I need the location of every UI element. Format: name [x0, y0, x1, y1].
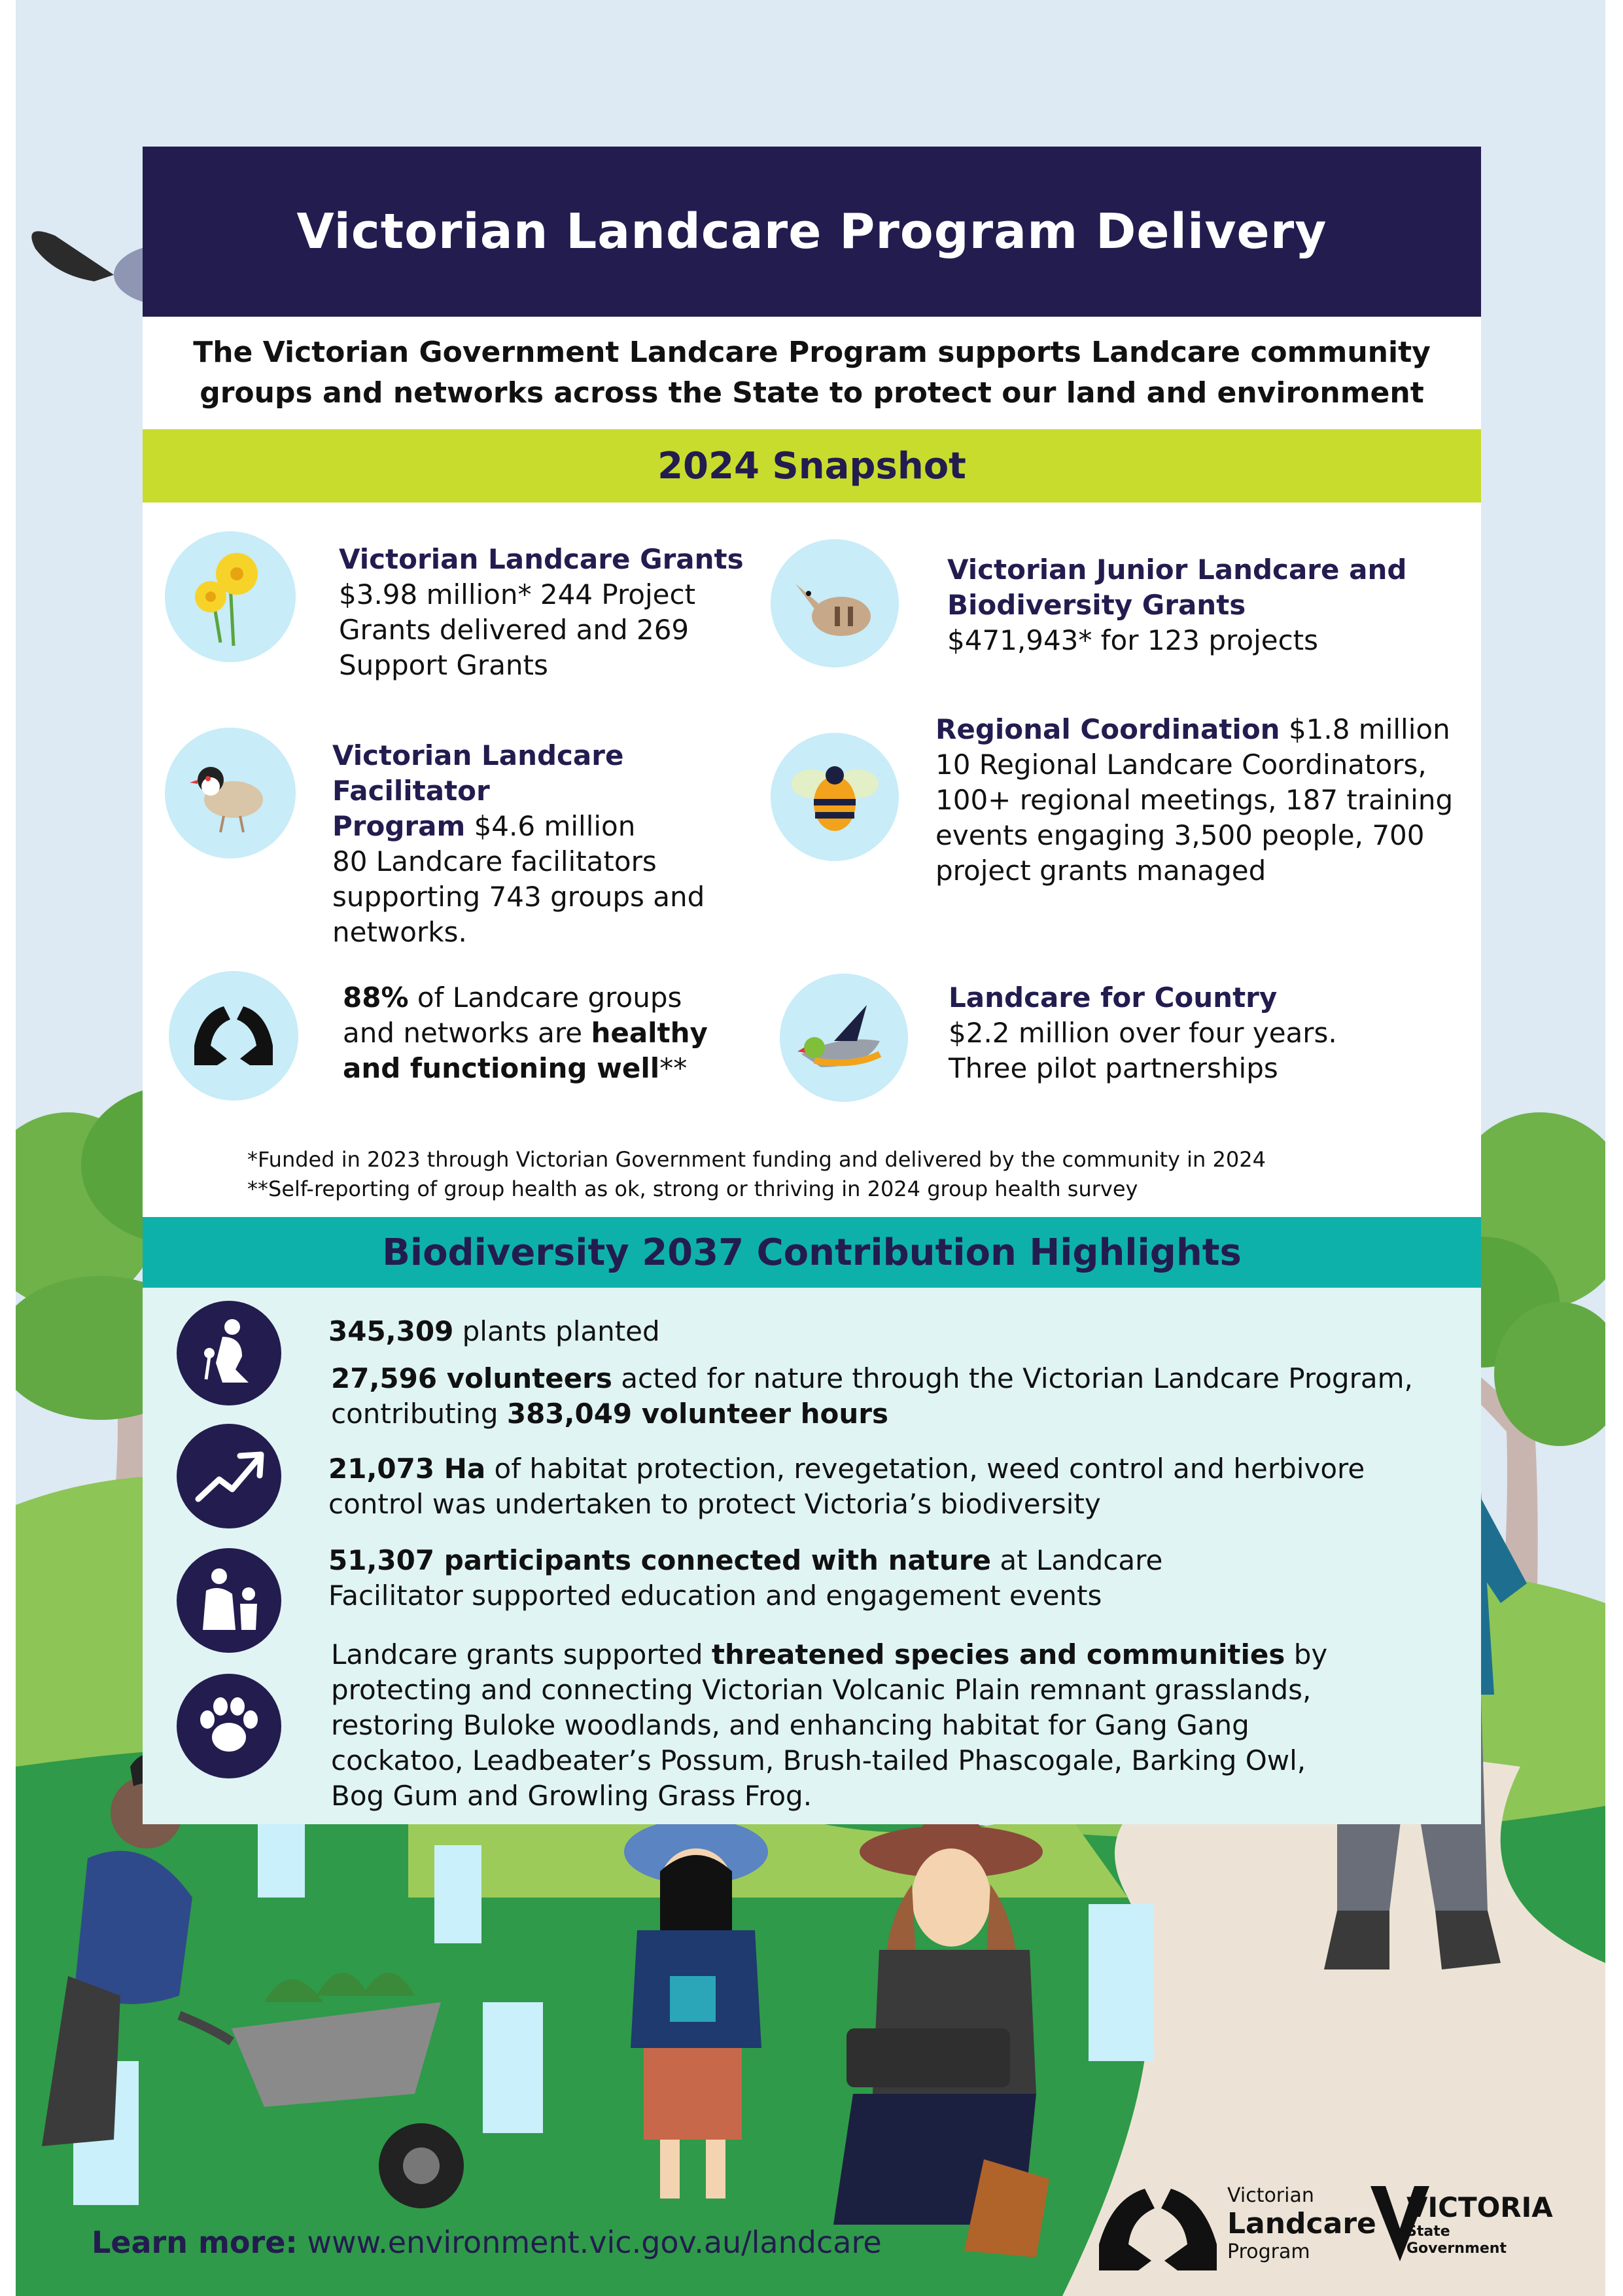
- regional-coordination-line: 10 Regional Landcare Coordinators,: [935, 749, 1427, 781]
- threatened-text: by: [1285, 1638, 1328, 1670]
- facilitator-title-2: Program: [332, 810, 466, 842]
- plants-number: 345,309: [328, 1315, 454, 1347]
- intro-line-1: The Victorian Government Landcare Program supports Landcare community: [193, 336, 1431, 369]
- country-line: $2.2 million over four years.: [949, 1017, 1337, 1049]
- regional-coordination-line: 100+ regional meetings, 187 training: [935, 784, 1454, 816]
- junior-grants-title-1: Victorian Junior Landcare and: [947, 554, 1407, 586]
- facilitator-amount: $4.6 million: [465, 810, 636, 842]
- participants-text: Facilitator supported education and engagement events: [328, 1580, 1102, 1612]
- habitat-text: control was undertaken to protect Victoria’s biodiversity: [328, 1488, 1101, 1520]
- participants-text: at Landcare: [990, 1544, 1163, 1576]
- intro-banner: [143, 317, 1481, 429]
- threatened-bold: threatened species and communities: [711, 1638, 1285, 1670]
- landcare-grants-block: [339, 542, 744, 683]
- biodiversity-heading-bar: [143, 1217, 1481, 1288]
- footnote: **Self-reporting of group health as ok, strong or thriving in 2024 group health survey: [247, 1176, 1138, 1201]
- volunteers-text: acted for nature through the Victorian Landcare Program,: [612, 1362, 1413, 1394]
- kneeling-planter-icon: [177, 1301, 281, 1405]
- facilitator-line: networks.: [332, 916, 467, 948]
- group-health-text: of Landcare groups: [408, 981, 682, 1014]
- logo-text: State: [1406, 2223, 1450, 2240]
- parrot-icon: [780, 974, 908, 1102]
- threatened-text: Landcare grants supported: [331, 1638, 712, 1670]
- threatened-line: restoring Buloke woodlands, and enhancing habitat for Gang Gang: [331, 1709, 1249, 1741]
- bee-icon: [771, 733, 899, 861]
- country-line: Three pilot partnerships: [949, 1052, 1278, 1084]
- country-block: [949, 980, 1459, 1086]
- footnotes: [247, 1145, 1464, 1204]
- plants-text: plants planted: [453, 1315, 660, 1347]
- landcare-hands-icon: [169, 971, 298, 1101]
- snapshot-section: [143, 503, 1481, 1217]
- participants-number: 51,307 participants connected with nature: [328, 1544, 991, 1576]
- threatened-species-block: [331, 1637, 1469, 1814]
- landcare-grants-line: Grants delivered and 269: [339, 614, 689, 646]
- facilitator-line: supporting 743 groups and: [332, 881, 705, 913]
- snapshot-heading: 2024 Snapshot: [657, 444, 966, 487]
- plover-bird-icon: [165, 728, 296, 858]
- threatened-line: Bog Gum and Growling Grass Frog.: [331, 1780, 812, 1812]
- threatened-line: protecting and connecting Victorian Volcanic Plain remnant grasslands,: [331, 1674, 1312, 1706]
- learn-more-label: Learn more:: [92, 2225, 298, 2260]
- regional-coordination-block: [935, 712, 1472, 889]
- group-health-bold: and functioning well: [343, 1052, 660, 1084]
- junior-grants-line: $471,943* for 123 projects: [947, 624, 1319, 656]
- regional-coordination-amount: $1.8 million: [1280, 713, 1450, 745]
- logo-text: Victorian: [1227, 2184, 1314, 2207]
- regional-coordination-line: project grants managed: [935, 855, 1266, 887]
- adult-child-nature-icon: [177, 1548, 281, 1653]
- group-health-bold: healthy: [591, 1017, 708, 1049]
- landcare-grants-line: Support Grants: [339, 649, 548, 681]
- intro-line-2: groups and networks across the State to protect our land and environment: [200, 376, 1424, 410]
- logo-text: Landcare: [1227, 2207, 1376, 2240]
- facilitator-block: [332, 738, 790, 950]
- learn-more: [92, 2225, 882, 2260]
- facilitator-line: 80 Landcare facilitators: [332, 845, 657, 877]
- group-health-block: [343, 980, 814, 1086]
- logo-text: VICTORIA: [1406, 2191, 1553, 2223]
- habitat-text: of habitat protection, revegetation, weed control and herbivore: [485, 1453, 1365, 1485]
- intro-text: [171, 332, 1453, 414]
- junior-grants-title-2: Biodiversity Grants: [947, 589, 1246, 621]
- plants-planted: [328, 1314, 1467, 1349]
- logo-text: Government: [1406, 2240, 1507, 2257]
- volunteers-number: 27,596 volunteers: [331, 1362, 612, 1394]
- landcare-logo-icon: [1092, 2179, 1230, 2284]
- page-title: Victorian Landcare Program Delivery: [296, 203, 1327, 260]
- paw-print-icon: [177, 1674, 281, 1778]
- snapshot-heading-bar: [143, 429, 1481, 503]
- landcare-program-logo: [1227, 2184, 1376, 2264]
- title-bar: [143, 147, 1481, 317]
- habitat-hectares: 21,073 Ha: [328, 1453, 486, 1485]
- facilitator-title-1: Victorian Landcare Facilitator: [332, 739, 624, 807]
- logo-text: Program: [1227, 2240, 1310, 2263]
- participants-block: [328, 1543, 1467, 1614]
- habitat-block: [328, 1451, 1467, 1522]
- volunteer-hours: 383,049 volunteer hours: [506, 1398, 888, 1430]
- landcare-grants-line: $3.98 million* 244 Project: [339, 578, 696, 610]
- footnote: *Funded in 2023 through Victorian Government funding and delivered by the community in 2024: [247, 1147, 1266, 1172]
- group-health-percent: 88%: [343, 981, 409, 1014]
- junior-grants-block: [947, 552, 1471, 658]
- volunteers-block: [331, 1361, 1469, 1432]
- daisy-flower-icon: [165, 531, 296, 662]
- volunteers-text: contributing: [331, 1398, 507, 1430]
- trend-up-arrow-icon: [177, 1424, 281, 1528]
- group-health-text: and networks are: [343, 1017, 591, 1049]
- biodiversity-section: [143, 1288, 1481, 1824]
- threatened-line: cockatoo, Leadbeater’s Possum, Brush-tailed Phascogale, Barking Owl,: [331, 1744, 1306, 1776]
- victoria-government-logo: [1406, 2192, 1553, 2257]
- group-health-text: **: [659, 1052, 688, 1084]
- regional-coordination-title: Regional Coordination: [935, 713, 1280, 745]
- biodiversity-heading: Biodiversity 2037 Contribution Highlights: [382, 1231, 1242, 1274]
- regional-coordination-line: events engaging 3,500 people, 700: [935, 819, 1425, 851]
- bandicoot-icon: [771, 539, 899, 667]
- country-title: Landcare for Country: [949, 981, 1278, 1014]
- landcare-grants-title: Victorian Landcare Grants: [339, 543, 744, 575]
- learn-more-link[interactable]: www.environment.vic.gov.au/landcare: [297, 2225, 882, 2260]
